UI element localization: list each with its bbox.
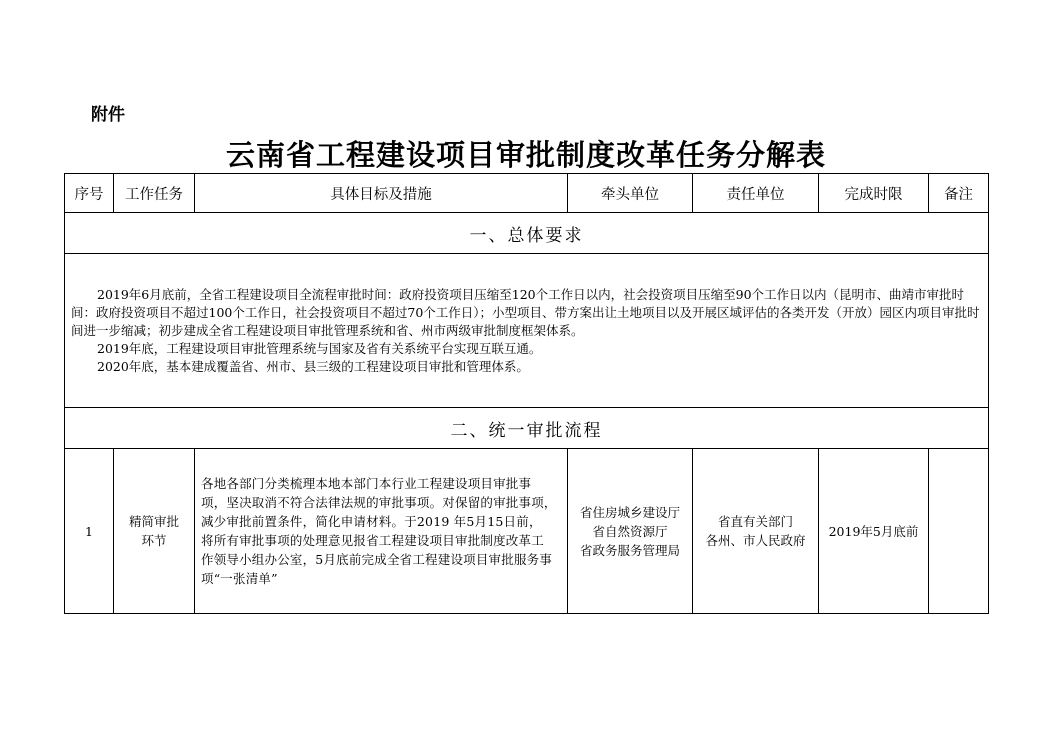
column-header-responsible: 责任单位 [693, 174, 819, 213]
table-header-row [65, 174, 989, 213]
task-line: 精简审批 [128, 514, 179, 529]
section-row [65, 408, 989, 449]
cell-lead [568, 449, 693, 614]
measure-line: 作领导小组办公室，5月底前完成全省工程建设项目审批服务事 [201, 552, 553, 567]
section-heading-general: 一、总体要求 [65, 213, 989, 254]
requirements-text [65, 254, 989, 408]
section-row [65, 213, 989, 254]
task-table [64, 173, 989, 614]
column-header-deadline: 完成时限 [819, 174, 929, 213]
page-title: 云南省工程建设项目审批制度改革任务分解表 [225, 138, 826, 172]
requirements-row [65, 254, 989, 408]
column-header-task: 工作任务 [114, 174, 195, 213]
cell-deadline: 2019年5月底前 [819, 449, 929, 614]
cell-measures [195, 449, 568, 614]
requirement-paragraph: 2020年底，基本建成覆盖省、州市、县三级的工程建设项目审批和管理体系。 [97, 358, 529, 374]
column-header-seq: 序号 [65, 174, 114, 213]
cell-note [929, 449, 989, 614]
column-header-measures: 具体目标及措施 [195, 174, 568, 213]
table-row [65, 449, 989, 614]
section-heading-process: 二、统一审批流程 [65, 408, 989, 449]
measure-line: 将所有审批事项的处理意见报省工程建设项目审批制度改革工 [201, 533, 544, 548]
requirement-paragraph: 2019年6月底前，全省工程建设项目全流程审批时间：政府投资项目压缩至120个工作日以内，社会投资项目压缩至90个工作日以内（昆明市、曲靖市审批时间：政府投资项目不超过100个工作日，社会投资项目不超过70个工作日）；小型项目、带方案出让土地项目以及开展区域评估的各类开发（开放）园区内项目审批时间进一步缩减；初步建成全省工程建设项目审批管理系统和省、州市两级审批制度框架体系。 [71, 286, 980, 338]
measure-line: 各地各部门分类梳理本地本部门本行业工程建设项目审批事 [201, 476, 532, 491]
column-header-note: 备注 [929, 174, 989, 213]
measure-line: 项“一张清单” [201, 571, 278, 586]
requirement-paragraph: 2019年底，工程建设项目审批管理系统与国家及省有关系统平台实现互联互通。 [97, 340, 542, 356]
responsible-unit: 各州、市人民政府 [705, 533, 806, 548]
lead-unit: 省政务服务管理局 [579, 542, 680, 558]
measure-line: 减少审批前置条件，简化申请材料。于2019 年5月15日前， [201, 514, 542, 529]
lead-unit: 省住房城乡建设厅 [579, 504, 680, 520]
lead-unit: 省自然资源厅 [592, 523, 668, 539]
task-line: 环节 [141, 533, 167, 548]
measure-line: 项，坚决取消不符合法律法规的审批事项。对保留的审批事项， [201, 495, 557, 510]
cell-responsible [693, 449, 819, 614]
column-header-lead: 牵头单位 [568, 174, 693, 213]
cell-seq: 1 [65, 449, 114, 614]
attachment-label: 附件 [91, 105, 125, 125]
responsible-unit: 省直有关部门 [717, 514, 793, 529]
cell-task [114, 449, 195, 614]
